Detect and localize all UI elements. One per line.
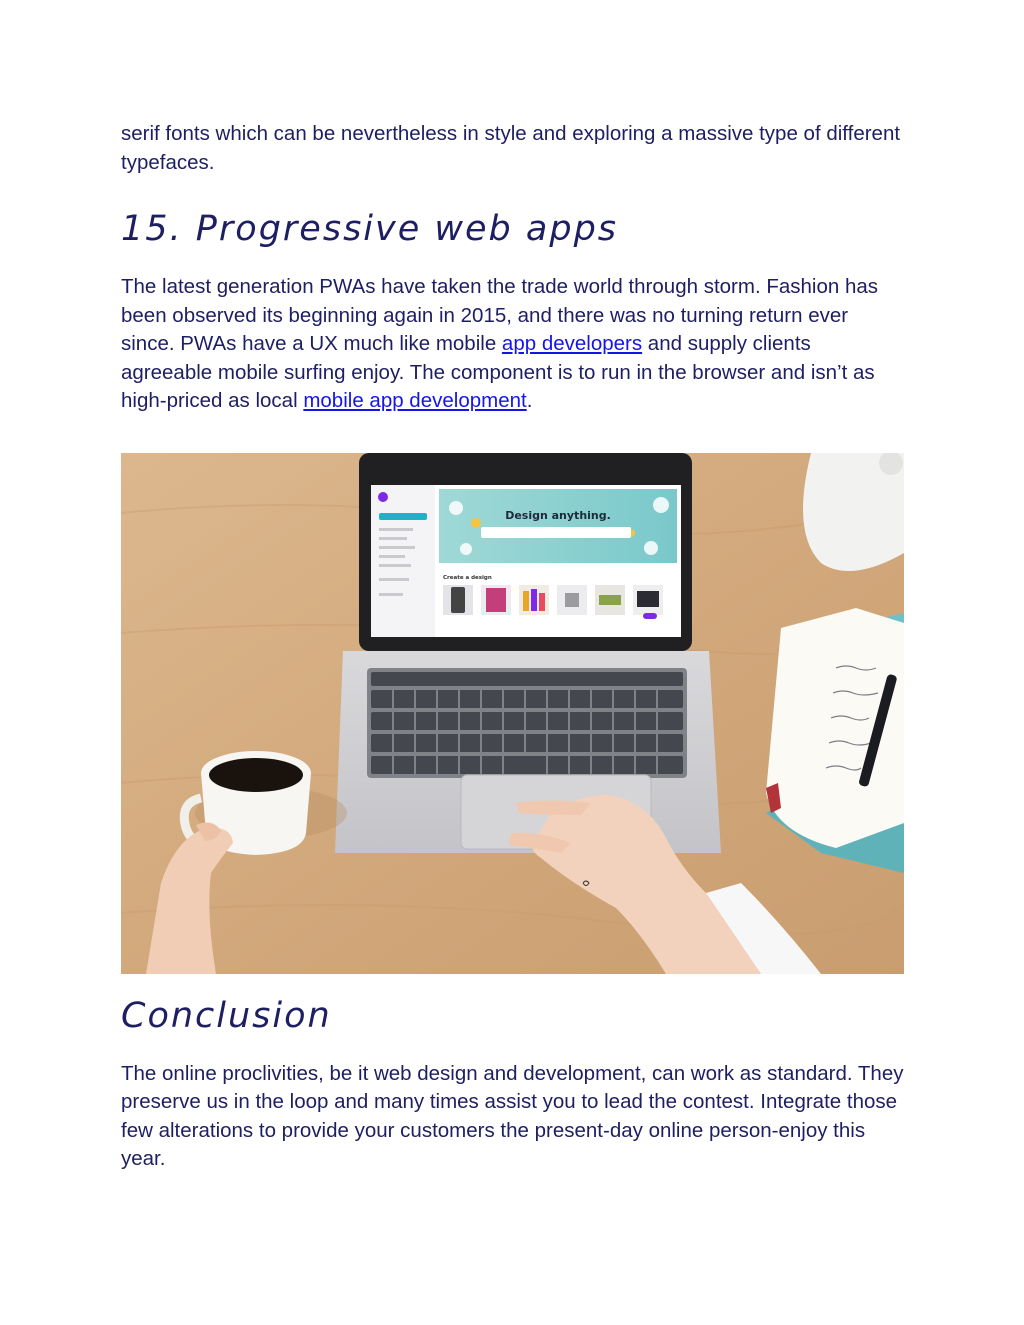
pwa-text-2: and supply clients agreeable mobile surfing enjoy. The component is to run in the browser and isn’t as high-priced as local <box>121 332 875 412</box>
pwa-heading: 15. Progressive web apps <box>121 209 619 249</box>
pwa-text-3: . <box>526 389 533 412</box>
document-page <box>121 120 906 1174</box>
mobile-app-development-link[interactable]: mobile app development <box>303 389 527 412</box>
tablet-corner <box>803 453 904 571</box>
conclusion-heading: Conclusion <box>121 995 332 1036</box>
pwa-paragraph <box>121 273 906 416</box>
conclusion-paragraph: The online proclivities, be it web design and development, can work as standard. They preserve us in the loop and many times assist you to lead the contest. Integrate those few alterations to provide your customers the present-day online person-enjoy this year. <box>121 1061 904 1170</box>
pwa-text-1: The latest generation PWAs have taken the trade world through storm. Fashion has been observed its beginning again in 2015, and there was no turning return ever since. PWAs have a UX much like mobile <box>121 275 879 355</box>
screen-headline: Design anything. <box>505 508 611 522</box>
intro-paragraph: serif fonts which can be nevertheless in style and exploring a massive type of different typefaces. <box>121 122 901 174</box>
app-developers-link[interactable]: app developers <box>501 332 643 355</box>
screen-section-title: Create a design <box>443 574 492 581</box>
laptop-desk-photo <box>121 453 904 974</box>
laptop <box>335 453 721 853</box>
